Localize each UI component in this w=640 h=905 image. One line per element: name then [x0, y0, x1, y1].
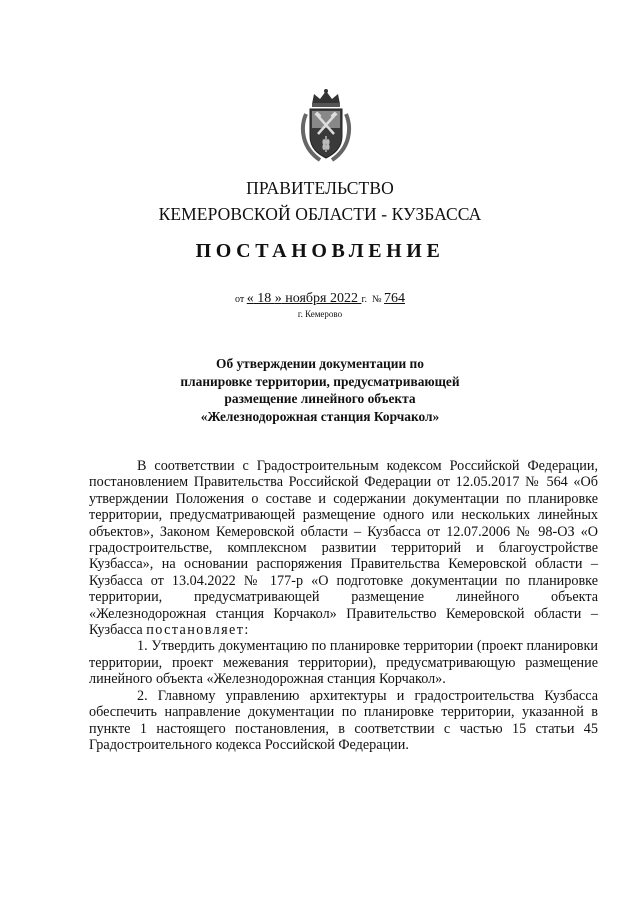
document-date-number [0, 291, 640, 307]
item-2-paragraph: 2. Главному управлению архитектуры и градостроительства Кузбасса обеспечить направление документации по планировке территории, указанной в пункте 1 настоящего постановления, в соответствии с частью 15 статьи 45 Градостроительного кодекса Российской Федерации. [89, 687, 598, 753]
government-name-line-1: ПРАВИТЕЛЬСТВО [246, 178, 394, 198]
title-line-4: «Железнодорожная станция Корчакол» [200, 408, 440, 424]
date-quote-open: « [246, 291, 254, 306]
date-day [247, 291, 362, 306]
date-from-label: от [234, 294, 245, 305]
document-city: г. Кемерово [297, 309, 343, 319]
kuzbass-coat-of-arms-icon [298, 88, 354, 164]
government-name-line-2: КЕМЕРОВСКОЙ ОБЛАСТИ - КУЗБАССА [158, 204, 482, 224]
document-body [89, 458, 598, 753]
date-quote-close: » [274, 291, 282, 306]
date-day-value: 18 [253, 291, 275, 306]
document-number: 764 [384, 291, 405, 306]
document-type-heading: ПОСТАНОВЛЕНИЕ [195, 240, 445, 262]
preamble-paragraph [89, 458, 598, 638]
title-line-1: Об утверждении документации по [216, 356, 424, 371]
date-year-suffix: г. [361, 294, 367, 305]
title-line-3: размещение линейного объекта [224, 391, 416, 406]
document-title [150, 355, 490, 425]
resolves-word: постановляет: [146, 622, 250, 639]
item-1-paragraph: 1. Утвердить документацию по планировке территории (проект планировки территории, проект межевания территории), предусматривающую размещение линейного объекта «Железнодорожная станция Корчакол». [89, 638, 598, 688]
title-line-2: планировке территории, предусматривающей [180, 373, 460, 389]
preamble-text: В соответствии с Градостроительным кодексом Российской Федерации, постановлением Правительства Российской Федерации от 12.05.2017 № 564 «Об утверждении Положения о составе и содержании документации по планировке территории, предусматривающей размещение одного или нескольких линейных объектов», Законом Кемеровской области – Кузбасса от 12.07.2006 № 98-ОЗ «О градостроительстве, комплексном развитии территорий и благоустройстве Кузбасса», на основании распоряжения Правительства Кемеровской области – Кузбасса от 13.04.2022 № 177-р «О подготовке документации по планировке территории, предусматривающей размещение линейного объекта «Железнодорожная станция Корчакол» Правительство Кемеровской области – Кузбасса [89, 458, 598, 639]
date-month-year: ноября 2022 [281, 291, 362, 306]
number-label: № [371, 294, 382, 305]
